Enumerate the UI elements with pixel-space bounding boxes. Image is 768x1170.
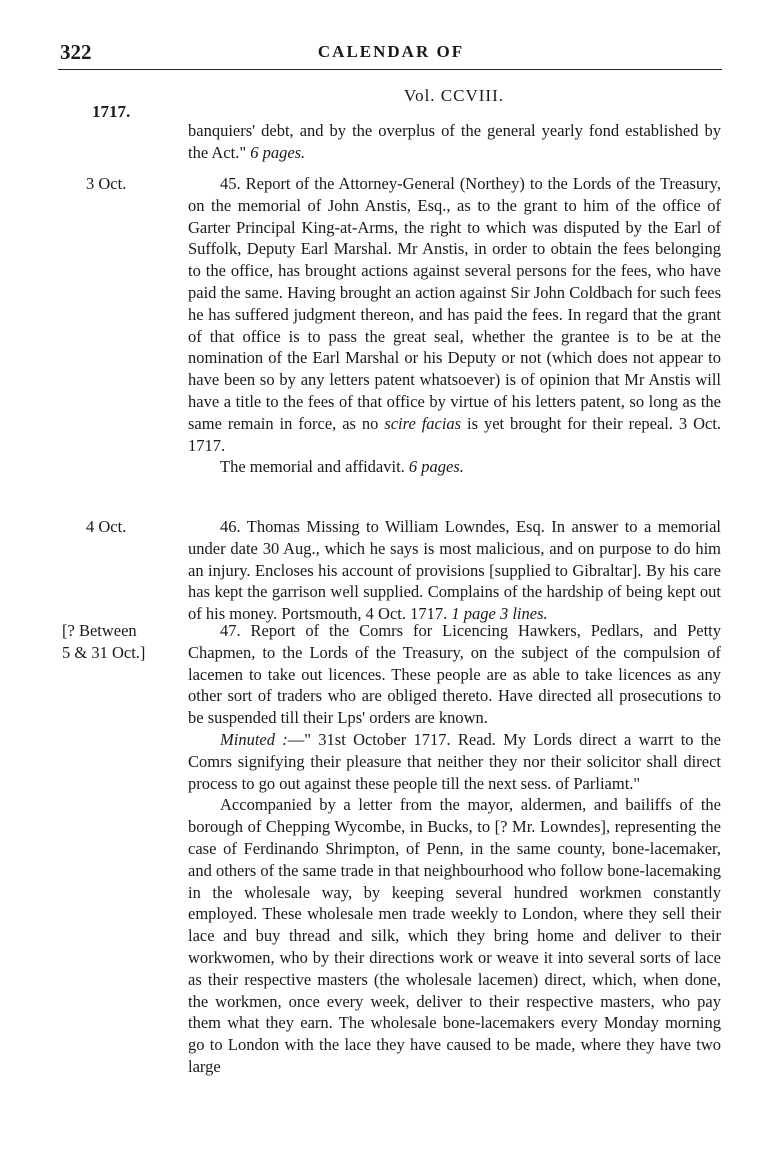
entry-46-text: 46. Thomas Missing to William Lowndes, Esq. In answer to a memorial under date 30 Aug., which he says is most malicious, and on purpose to do him an injury. Encloses his account of provisions [supplied to Gibraltar]. By his care has kept the garrison well supplied. Complains of the hardship of being kept out of his money. Portsmouth, 4 Oct. 1717. bbox=[188, 517, 721, 624]
entry-47 bbox=[188, 620, 721, 1078]
entry-45-enclosure-pages: 6 pages. bbox=[408, 457, 464, 477]
year-margin-note: 1717. bbox=[92, 102, 131, 121]
entry-47-text: 47. Report of the Comrs for Licencing Hawkers, Pedlars, and Petty Chapmen, to the Lords of the Treasury, on the subject of the compulsion of lacemen to take out licences. These people are as able to take licences as any other sort of traders who are obliged thereto. Have directed all prosecutions to be suspended till their Lps' orders are known. bbox=[188, 621, 721, 728]
running-title: CALENDAR OF bbox=[317, 42, 465, 61]
volume-heading: Vol. CCVIII. bbox=[404, 86, 504, 105]
entry-47-accompanied: Accompanied by a letter from the mayor, aldermen, and bailiffs of the borough of Chepping Wycombe, in Bucks, to [? Mr. Lowndes], representing the case of Ferdinando Shrimpton, of Penn, in the same county, bone-lacemaker, and others of the same trade in that neighbourhood who follow bone-lacemaking in the wholesale way, by keeping several hundred workmen constantly employed. These wholesale men trade weekly to London, where they sell their lace and buy thread and silk, which they bring home and deliver to their workwomen, who by their directions work or weave it into several sorts of lace as their respective masters (the wholesale lacemen) direct, which, when done, the workmen, once every week, deliver to their respective masters, who pay them what they earn. The wholesale bone-lacemakers every Monday morning go to London with the lace they have caused to be made, where they have two large bbox=[188, 795, 721, 1076]
entry-45-enclosure: The memorial and affidavit. bbox=[220, 457, 405, 477]
entry-45-text: 45. Report of the Attorney-General (Northey) to the Lords of the Treasury, on the memorial of John Anstis, Esq., as to the grant to him of the office of Garter Principal King-at-Arms, the right to which was disputed by the Earl of Suffolk, Deputy Earl Marshal. Mr Anstis, in order to obtain the fees belonging to the office, has brought actions against several persons for the fees, who have paid the same. Having brought an action against Sir John Coldbach for such fees he has suffered judgment thereon, and has paid the fees. In regard that the grant of that office is to pass the great seal, whether the grantee is to be at the nomination of the Earl Marshal or his Deputy or not (which does not appear to have been so by any letters patent whatsoever) is of opinion that Mr Anstis will have a title to the fees of that office by virtue of his letters patent, so long as the same remain in force, as no bbox=[188, 174, 721, 433]
entry-45-text-end: is yet brought for their repeal. 3 Oct. 1717. bbox=[188, 413, 722, 455]
continuation-text: banquiers' debt, and by the overplus of the general yearly fond established by the Act." bbox=[188, 121, 721, 162]
entry-45 bbox=[188, 173, 721, 478]
header-rule bbox=[58, 69, 722, 70]
entry-47-date-line2: 5 & 31 Oct.] bbox=[62, 642, 146, 662]
entry-47-minuted-label: Minuted : bbox=[220, 729, 288, 749]
entry-46-pages: 1 page 3 lines. bbox=[451, 604, 548, 624]
entry-46-date: 4 Oct. bbox=[86, 517, 127, 536]
entry-46 bbox=[188, 516, 721, 625]
page-number: 322 bbox=[60, 40, 92, 64]
entry-47-minuted-text: —" 31st October 1717. Read. My Lords direct a warrt to the Comrs signifying their pleasure that neither they nor their solicitor shall direct process to go out against these people till the next sess. of Parliamt." bbox=[188, 729, 721, 793]
entry-47-date bbox=[62, 620, 145, 664]
continuation-paragraph bbox=[188, 120, 721, 164]
entry-45-date: 3 Oct. bbox=[86, 174, 127, 193]
continuation-pages: 6 pages. bbox=[250, 142, 306, 162]
running-head bbox=[60, 40, 722, 70]
entry-45-italic: scire facias bbox=[384, 413, 462, 433]
entry-47-date-line1: [? Between bbox=[62, 621, 137, 640]
